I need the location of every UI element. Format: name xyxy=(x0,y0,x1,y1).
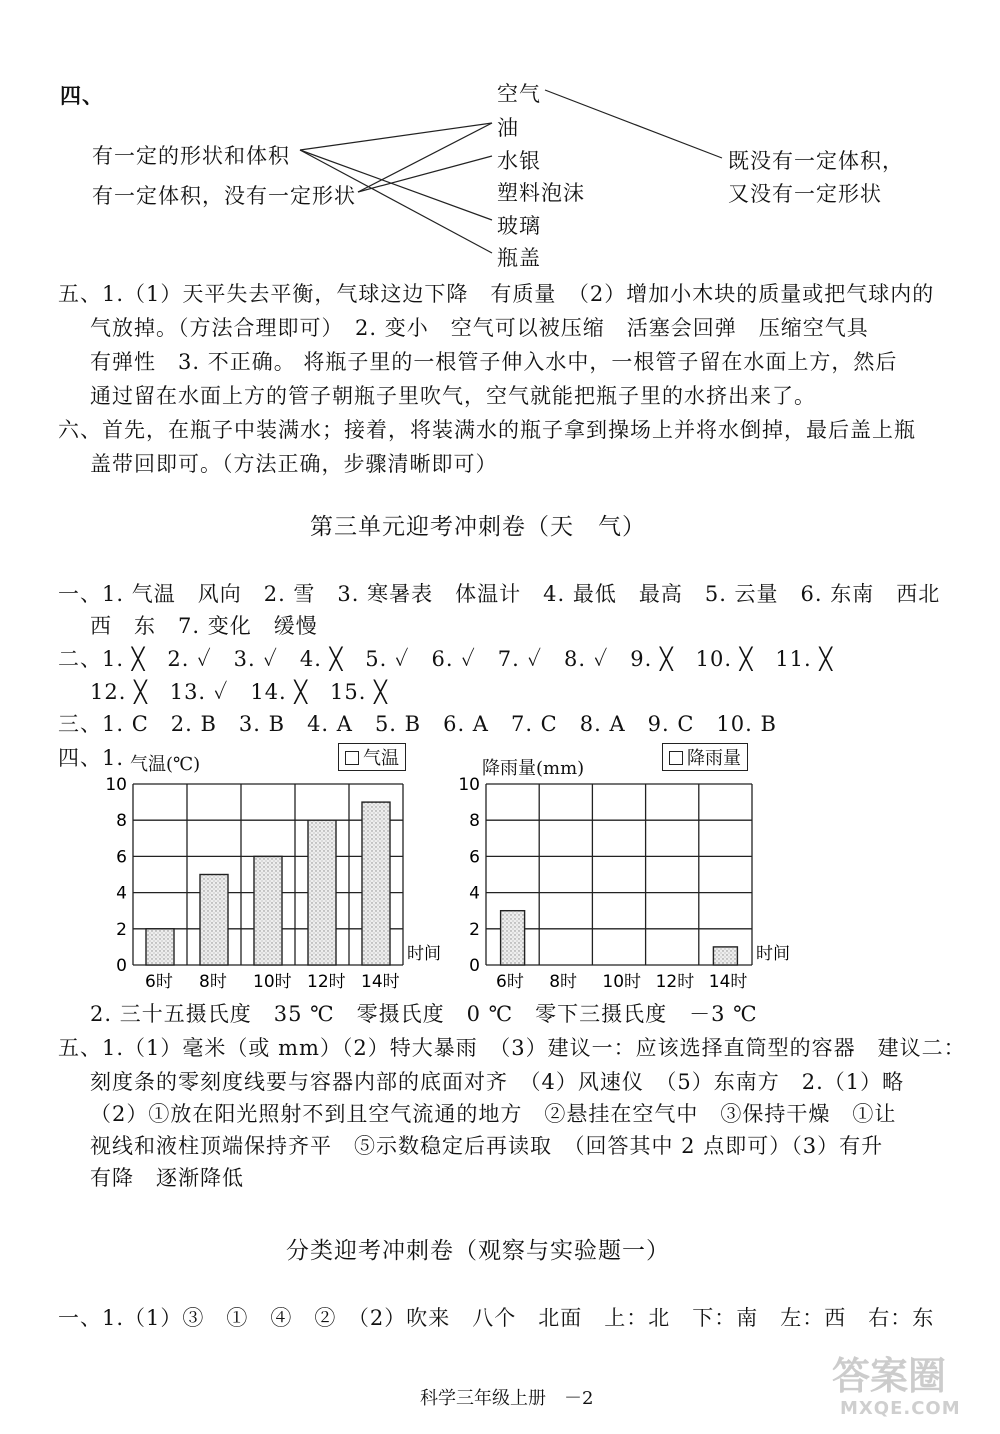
bar xyxy=(501,911,525,965)
page-footer: 科学三年级上册 －2 xyxy=(420,1388,594,1409)
classify-line: 一、1.（1）③ ① ④ ② （2）吹来 八个 北面 上：北 下：南 左：西 右：东 xyxy=(58,1306,935,1330)
matching-lines xyxy=(0,0,1000,280)
chart-temperature xyxy=(95,770,441,995)
match-line xyxy=(300,150,492,220)
sec5-line: 有弹性 3. 不正确。 将瓶子里的一根管子伸入水中，一根管子留在水面上方，然后 xyxy=(90,350,898,374)
unit3-p3: 三、1. C 2. B 3. B 4. A 5. B 6. A 7. C 8. A 9. C 10. B xyxy=(58,712,777,736)
legend-swatch-icon xyxy=(669,751,683,765)
unit3-title: 第三单元迎考冲刺卷（天 气） xyxy=(310,514,646,540)
match-line xyxy=(545,90,722,158)
unit3-p5: 五、1.（1）毫米（或 mm）（2）特大暴雨 （3）建议一：应该选择直筒型的容器 建议二： xyxy=(58,1036,966,1060)
match-middle-item: 空气 xyxy=(497,82,541,106)
match-middle-item: 玻璃 xyxy=(497,214,541,238)
y-tick-label: 4 xyxy=(469,883,480,904)
x-tick-label: 12时 xyxy=(655,972,695,992)
y-tick-label: 10 xyxy=(105,775,127,795)
match-middle-item: 塑料泡沫 xyxy=(497,181,585,205)
y-tick-label: 10 xyxy=(458,775,480,795)
sec5-line: 通过留在水面上方的管子朝瓶子里吹气，空气就能把瓶子里的水挤出来了。 xyxy=(90,384,816,408)
sec6-line: 盖带回即可。（方法正确，步骤清晰即可） xyxy=(90,452,498,476)
x-tick-label: 10时 xyxy=(602,972,642,992)
chart-rainfall xyxy=(450,770,800,995)
chart1-ylabel: 气温(℃) xyxy=(130,754,201,775)
y-tick-label: 0 xyxy=(116,956,127,976)
x-tick-label: 6时 xyxy=(496,972,524,992)
x-tick-label: 12时 xyxy=(307,972,346,992)
chart2-legend: 降雨量 xyxy=(662,743,748,771)
match-line xyxy=(300,150,492,253)
bar xyxy=(713,947,737,965)
unit3-p5: 有降 逐渐降低 xyxy=(90,1166,244,1190)
sec6-line: 六、首先，在瓶子中装满水；接着，将装满水的瓶子拿到操场上并将水倒掉，最后盖上瓶 xyxy=(58,418,916,442)
x-tick-label: 6时 xyxy=(145,972,173,992)
unit3-p1: 一、1. 气温 风向 2. 雪 3. 寒暑表 体温计 4. 最低 最高 5. 云量 6. 东南 西北 xyxy=(58,582,941,606)
bar xyxy=(200,875,228,966)
bar xyxy=(254,856,282,965)
y-tick-label: 6 xyxy=(116,847,127,868)
x-tick-label: 14时 xyxy=(361,972,400,992)
x-tick-label: 14时 xyxy=(708,972,748,992)
y-tick-label: 8 xyxy=(116,811,127,832)
unit3-p4-label: 四、1. xyxy=(58,746,125,770)
y-tick-label: 8 xyxy=(469,811,480,832)
y-tick-label: 0 xyxy=(469,956,480,976)
unit3-p5: 视线和液柱顶端保持齐平 ⑤示数稳定后再读取 （回答其中 2 点即可）（3）有升 xyxy=(90,1134,884,1158)
bar xyxy=(362,802,390,965)
match-middle-item: 油 xyxy=(497,116,519,140)
unit3-p4-line2: 2. 三十五摄氏度 35 ℃ 零摄氏度 0 ℃ 零下三摄氏度 －3 ℃ xyxy=(90,1002,758,1026)
x-axis-label: 时间 xyxy=(407,944,441,964)
x-axis-label: 时间 xyxy=(756,944,790,964)
chart1-legend: 气温 xyxy=(338,743,406,771)
match-line xyxy=(300,123,492,150)
match-line xyxy=(358,156,492,192)
bar xyxy=(146,929,174,965)
watermark-url: MXQE.COM xyxy=(840,1398,961,1419)
match-middle-item: 瓶盖 xyxy=(497,246,541,270)
bar xyxy=(308,820,336,965)
unit3-p2: 二、1. ╳ 2. ✓ 3. ✓ 4. ╳ 5. ✓ 6. ✓ 7. ✓ 8. ✓ 9. ╳ 10. ╳ 11. ╳ xyxy=(58,647,834,671)
classify-title: 分类迎考冲刺卷（观察与实验题一） xyxy=(286,1238,670,1264)
y-tick-label: 2 xyxy=(469,919,480,940)
sec5-line: 气放掉。（方法合理即可） 2. 变小 空气可以被压缩 活塞会回弹 压缩空气具 xyxy=(90,316,869,340)
unit3-p5: 刻度条的零刻度线要与容器内部的底面对齐 （4）风速仪 （5）东南方 2.（1）略 xyxy=(90,1070,905,1094)
match-right-item: 又没有一定形状 xyxy=(728,182,882,206)
x-tick-label: 8时 xyxy=(549,972,578,992)
unit3-p2: 12. ╳ 13. ✓ 14. ╳ 15. ╳ xyxy=(90,680,388,704)
x-tick-label: 8时 xyxy=(199,972,227,992)
y-tick-label: 2 xyxy=(116,919,127,940)
match-middle-item: 水银 xyxy=(497,149,541,173)
match-left-item: 有一定的形状和体积 xyxy=(92,144,290,168)
sec4-label: 四、 xyxy=(60,83,104,108)
match-left-item: 有一定体积，没有一定形状 xyxy=(92,184,356,208)
sec5-line: 五、1.（1）天平失去平衡，气球这边下降 有质量 （2）增加小木块的质量或把气球内的 xyxy=(58,282,935,306)
unit3-p1: 西 东 7. 变化 缓慢 xyxy=(90,614,318,638)
x-tick-label: 10时 xyxy=(253,972,292,992)
watermark-logo: 答案圈 xyxy=(832,1354,947,1398)
unit3-p5: （2）①放在阳光照射不到且空气流通的地方 ②悬挂在空气中 ③保持干燥 ①让 xyxy=(90,1102,897,1126)
match-right-item: 既没有一定体积， xyxy=(728,149,904,173)
legend-swatch-icon xyxy=(345,751,359,765)
y-tick-label: 4 xyxy=(116,883,127,904)
chart2-ylabel: 降雨量(mm) xyxy=(482,758,585,779)
match-line xyxy=(358,123,492,192)
y-tick-label: 6 xyxy=(469,847,480,868)
